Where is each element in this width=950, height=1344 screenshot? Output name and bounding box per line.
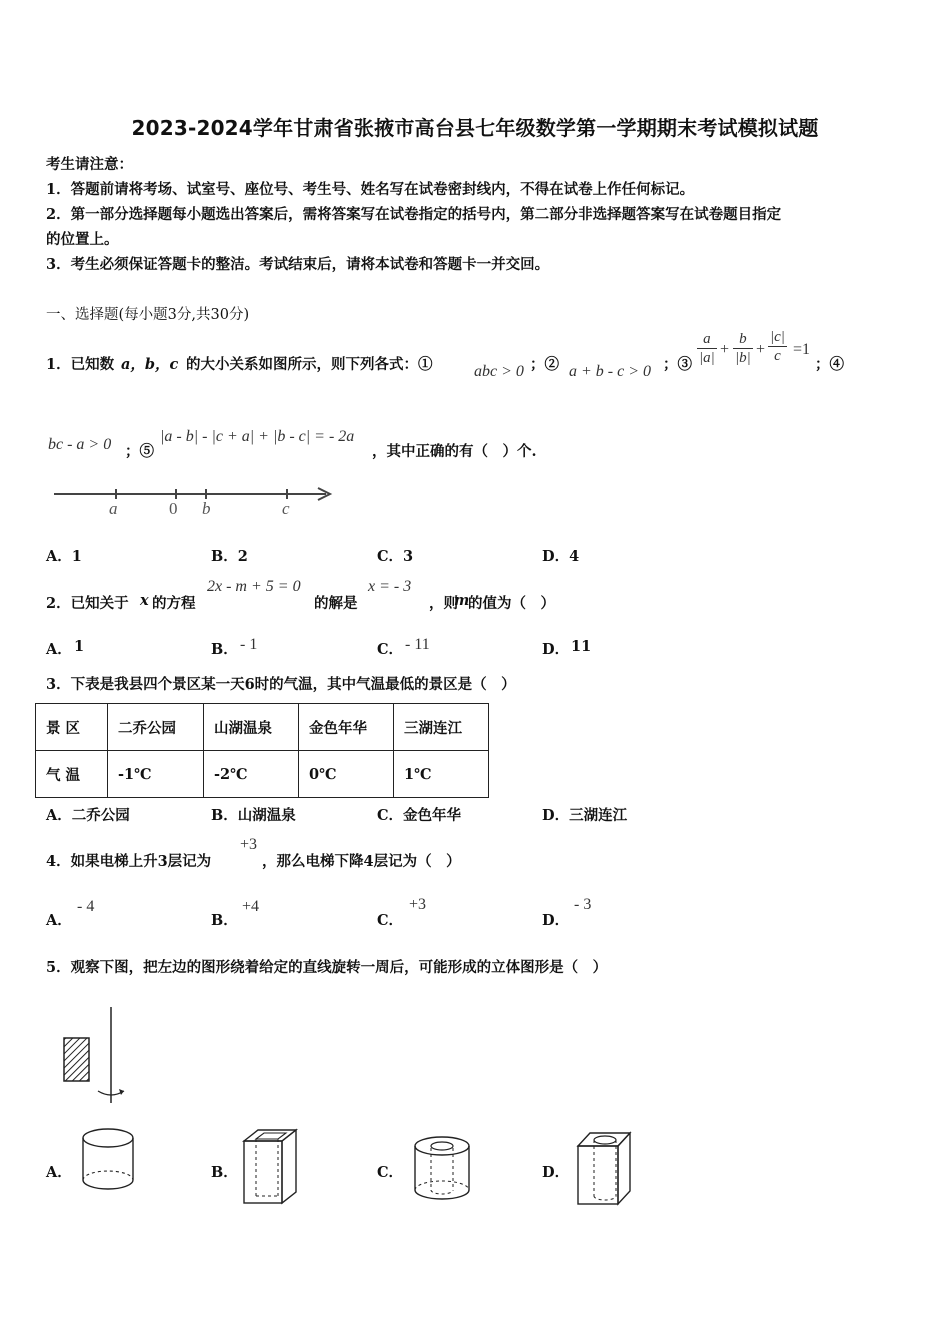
axis-label-b: b: [202, 499, 211, 518]
table-cell: -1℃: [108, 751, 204, 798]
q4-option-d-letter[interactable]: D．: [542, 912, 570, 929]
table-cell: 山湖温泉: [204, 704, 299, 751]
notice-item: 的位置上。: [46, 231, 119, 248]
option-a-cylinder: [83, 1129, 133, 1189]
q3-option-d[interactable]: D．三湖连江: [542, 807, 628, 824]
frac-denominator: |a|: [699, 350, 715, 366]
q1-option-a[interactable]: A．1: [46, 548, 82, 565]
q1-stem-b: 的大小关系如图所示，则下列各式：①: [186, 356, 433, 373]
q1-tail: ，其中正确的有（ ）个.: [372, 443, 537, 460]
q3-option-b[interactable]: B．山湖温泉: [211, 807, 296, 824]
q1-sep4: ；④: [815, 356, 844, 373]
q5-option-a[interactable]: A．: [46, 1164, 72, 1181]
q1-option-c[interactable]: C．3: [377, 548, 414, 565]
section-heading: 一、选择题(每小题3分,共30分): [46, 307, 250, 323]
notice-item: 1．答题前请将考场、试室号、座位号、考生号、姓名写在试卷密封线内，不得在试卷上作任何标记。: [46, 181, 695, 198]
table-cell: 三湖连江: [394, 704, 489, 751]
q4-option-c-letter[interactable]: C．: [377, 912, 404, 929]
q1-expr2: a + b - c > 0: [569, 363, 652, 380]
q4-stem-a: 4．如果电梯上升3层记为: [46, 853, 212, 870]
notice-heading: 考生请注意：: [46, 156, 133, 173]
q2-equation: 2x - m + 5 = 0: [207, 578, 301, 595]
q5-option-c[interactable]: C．: [377, 1164, 404, 1181]
page-title: 2023-2024学年甘肃省张掖市高台县七年级数学第一学期期末考试模拟试题: [131, 116, 819, 140]
q1-option-d[interactable]: D．4: [542, 548, 580, 565]
q1-stem-a: 1．已知数: [46, 356, 115, 373]
q2-stem-e: 的值为（ ）: [468, 595, 555, 612]
table-cell: 二乔公园: [108, 704, 204, 751]
q2-option-c-value: - 11: [405, 636, 430, 653]
hatched-rectangle: [64, 1038, 89, 1081]
q1-plus1: +: [720, 341, 730, 358]
q4-option-c-value: +3: [409, 896, 427, 913]
table-cell: -2℃: [204, 751, 299, 798]
notice-item: 2．第一部分选择题每小题选出答案后，需将答案写在试卷指定的括号内，第二部分非选择题答案写在试卷题目指定: [46, 206, 782, 223]
option-d-box-with-round-hole: [578, 1133, 630, 1204]
q2-option-c-letter[interactable]: C．: [377, 641, 404, 658]
axis-label-0: 0: [169, 499, 178, 518]
axis-label-c: c: [282, 499, 290, 518]
q4-option-d-value: - 3: [574, 896, 592, 913]
q4-option-b-letter[interactable]: B．: [211, 912, 238, 929]
q1-sep3: ；③: [663, 356, 692, 373]
q5-option-b[interactable]: B．: [211, 1164, 238, 1181]
q4-stem-b: ，那么电梯下降4层记为（ ）: [262, 853, 461, 870]
q4-option-a-letter[interactable]: A．: [46, 912, 72, 929]
frac-denominator: c: [774, 348, 781, 364]
q1-expr5: |a - b| - |c + a| + |b - c| = - 2a: [160, 428, 355, 445]
q1-option-b[interactable]: B．2: [211, 548, 248, 565]
q2-var-m: m: [454, 592, 470, 609]
q2-stem-b: 的方程: [152, 595, 196, 612]
q3-option-c[interactable]: C．金色年华: [377, 807, 462, 824]
frac-numerator: b: [739, 331, 747, 347]
q4-option-a-value: - 4: [77, 898, 95, 915]
q1-vars: a，b，c: [121, 356, 179, 373]
q2-solution: x = - 3: [368, 578, 412, 595]
q3-option-a[interactable]: A．二乔公园: [46, 807, 130, 824]
q3-stem: 3．下表是我县四个景区某一天6时的气温，其中气温最低的景区是（ ）: [46, 676, 516, 693]
q2-stem-c: 的解是: [314, 595, 358, 612]
q1-expr1: abc > 0: [474, 363, 524, 380]
table-cell: 景 区: [36, 704, 108, 751]
frac-denominator: |b|: [735, 350, 751, 366]
q2-option-a-letter[interactable]: A．: [46, 641, 72, 658]
table-cell: 0℃: [299, 751, 394, 798]
rotation-source-figure: [64, 1007, 124, 1103]
q2-option-a-value: 1: [74, 638, 85, 655]
q4-plus3: +3: [240, 836, 258, 853]
q4-option-b-value: +4: [242, 898, 260, 915]
q1-sep5: ；⑤: [125, 443, 154, 460]
option-b-box-with-square-hole: [244, 1130, 296, 1203]
q2-option-b-value: - 1: [240, 636, 258, 653]
q2-option-d-value: 11: [571, 638, 592, 655]
q2-option-b-letter[interactable]: B．: [211, 641, 238, 658]
q2-stem-a: 2．已知关于: [46, 595, 129, 612]
frac-numerator: a: [703, 331, 711, 347]
q1-sep2: ；②: [530, 356, 559, 373]
q2-var-x: x: [140, 592, 149, 609]
axis-label-a: a: [109, 499, 118, 518]
table-cell: 1℃: [394, 751, 489, 798]
q5-stem: 5．观察下图，把左边的图形绕着给定的直线旋转一周后，可能形成的立体图形是（ ）: [46, 959, 608, 976]
q1-plus2: +: [756, 341, 766, 358]
q1-eq1: =1: [793, 341, 811, 358]
frac-numerator: |c|: [770, 329, 785, 345]
option-c-hollow-cylinder: [415, 1137, 469, 1199]
table-cell: 金色年华: [299, 704, 394, 751]
q2-option-d-letter[interactable]: D．: [542, 641, 570, 658]
q5-option-d[interactable]: D．: [542, 1164, 570, 1181]
q1-expr4: bc - a > 0: [48, 436, 112, 453]
notice-item: 3．考生必须保证答题卡的整洁。考试结束后，请将本试卷和答题卡一并交回。: [46, 256, 550, 273]
table-cell: 气 温: [36, 751, 108, 798]
q2-stem-d: ，则: [429, 595, 458, 612]
